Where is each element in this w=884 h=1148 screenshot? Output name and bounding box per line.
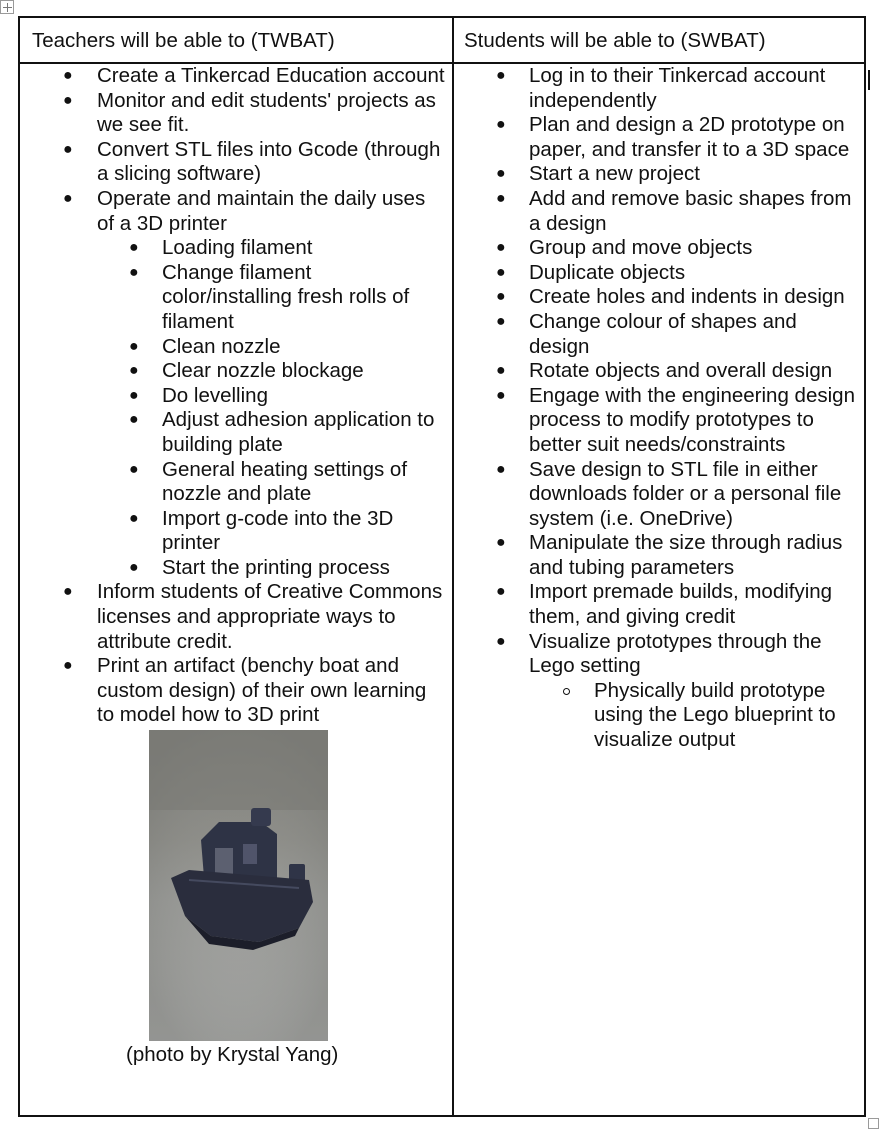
list-item: ● Log in to their Tinkercad account independently bbox=[496, 64, 826, 112]
hollow-circle-bullet-icon bbox=[563, 688, 570, 695]
bullet-icon: ● bbox=[496, 632, 506, 650]
list-item: ● Convert STL files into Gcode (through a slicing software) bbox=[63, 137, 441, 186]
bullet-icon: ● bbox=[129, 411, 139, 429]
bullet-icon: ● bbox=[129, 362, 139, 380]
list-item: ● Create a Tinkercad Education account bbox=[63, 64, 445, 87]
bullet-icon: ● bbox=[496, 362, 506, 380]
list-item: ● Import premade builds, modifying them, and giving credit bbox=[496, 580, 833, 629]
list-item: ● Visualize prototypes through the Lego setting Physically build prototype using the Lego blueprint to visualize output bbox=[454, 630, 864, 753]
sub-list-item: ● Start the printing process bbox=[129, 555, 390, 579]
list-item: ● Manipulate the size through radius and tubing parameters bbox=[496, 531, 843, 579]
objectives-table bbox=[18, 16, 866, 1117]
list-item: ● Duplicate objects bbox=[496, 260, 686, 284]
bullet-icon: ● bbox=[129, 386, 139, 404]
photo-block bbox=[20, 730, 452, 1067]
sub-list-item: ● Adjust adhesion application to building plate bbox=[129, 408, 435, 456]
table-resize-handle-icon[interactable] bbox=[868, 1118, 879, 1129]
list-item: ● Engage with the engineering design process to modify prototypes to better suit needs/constraints bbox=[496, 383, 855, 456]
printer-sublist bbox=[97, 236, 446, 580]
list-item: ● Group and move objects bbox=[496, 236, 753, 260]
bullet-icon: ● bbox=[496, 534, 506, 552]
bullet-icon: ● bbox=[63, 91, 73, 109]
bullet-icon: ● bbox=[129, 460, 139, 478]
teachers-list bbox=[20, 64, 452, 728]
bullet-icon: ● bbox=[496, 67, 506, 84]
list-item: ● Plan and design a 2D prototype on paper, and transfer it to a 3D space bbox=[496, 113, 850, 161]
benchy-boat-photo[interactable] bbox=[149, 730, 328, 1041]
bullet-icon: ● bbox=[63, 67, 73, 84]
bullet-icon: ● bbox=[496, 116, 506, 134]
sub-list-item: ● Clean nozzle bbox=[129, 334, 281, 358]
bullet-icon: ● bbox=[63, 583, 73, 601]
sub-list-item: ● Do levelling bbox=[129, 383, 268, 407]
students-list bbox=[454, 64, 864, 753]
bullet-icon: ● bbox=[496, 312, 506, 330]
list-item: ● Inform students of Creative Commons licenses and appropriate ways to attribute credit. bbox=[63, 580, 443, 653]
table-header-row bbox=[19, 17, 865, 63]
list-item: ● Operate and maintain the daily uses of a 3D printer ● Loading filament ● Change filament color/installing fresh rolls of filament ● Clean nozzle ● Clear nozzle blockage ● Do levelling ● Adjust adhesion application to building plate ● General heating settings of nozzle and plate ● Import g-code into the 3D printer ● Start the printing process bbox=[20, 187, 452, 581]
benchy-boat-image bbox=[149, 730, 328, 1041]
list-item: ● Change colour of shapes and design bbox=[496, 309, 797, 358]
sub-list-item: ● Import g-code into the 3D printer bbox=[129, 506, 394, 555]
teachers-cell[interactable] bbox=[19, 63, 453, 1116]
sub-list-item: Physically build prototype using the Lego blueprint to visualize output bbox=[529, 679, 858, 753]
sub-list-item: ● Loading filament bbox=[129, 236, 313, 260]
bullet-icon: ● bbox=[496, 165, 506, 183]
bullet-icon: ● bbox=[129, 337, 139, 355]
list-item: ● Create holes and indents in design bbox=[496, 285, 845, 309]
bullet-icon: ● bbox=[129, 509, 139, 527]
list-item: ● Rotate objects and overall design bbox=[496, 359, 833, 383]
bullet-icon: ● bbox=[496, 239, 506, 257]
bullet-icon: ● bbox=[129, 239, 139, 257]
list-item: ● Save design to STL file in either downloads folder or a personal file system (i.e. OneDrive) bbox=[496, 457, 842, 530]
photo-caption: (photo by Krystal Yang) bbox=[126, 1043, 339, 1067]
header-cell-teachers[interactable] bbox=[19, 17, 453, 63]
text-cursor bbox=[868, 70, 870, 90]
list-item: ● Start a new project bbox=[496, 162, 700, 186]
sub-list-item: ● General heating settings of nozzle and plate bbox=[129, 457, 408, 506]
header-students: Students will be able to (SWBAT) bbox=[464, 29, 766, 52]
list-item: ● Add and remove basic shapes from a design bbox=[496, 186, 852, 235]
bullet-icon: ● bbox=[63, 140, 73, 158]
lego-sublist bbox=[529, 679, 858, 753]
bullet-icon: ● bbox=[496, 288, 506, 306]
bullet-icon: ● bbox=[496, 386, 506, 404]
bullet-icon: ● bbox=[496, 583, 506, 601]
table-move-handle-icon[interactable] bbox=[0, 0, 14, 14]
header-cell-students[interactable] bbox=[453, 17, 865, 63]
sub-list-item: ● Clear nozzle blockage bbox=[129, 359, 364, 383]
sub-list-item: ● Change filament color/installing fresh rolls of filament bbox=[129, 260, 410, 333]
header-teachers: Teachers will be able to (TWBAT) bbox=[32, 29, 335, 52]
bullet-icon: ● bbox=[496, 189, 506, 207]
bullet-icon: ● bbox=[63, 657, 73, 675]
bullet-icon: ● bbox=[129, 263, 139, 281]
bullet-icon: ● bbox=[129, 558, 139, 576]
bullet-icon: ● bbox=[63, 189, 73, 207]
students-cell[interactable] bbox=[453, 63, 865, 1116]
list-item: ● Print an artifact (benchy boat and custom design) of their own learning to model how to 3D print bbox=[63, 654, 427, 727]
table-body-row bbox=[19, 63, 865, 1116]
bullet-icon: ● bbox=[496, 460, 506, 478]
list-item: ● Monitor and edit students' projects as we see fit. bbox=[63, 88, 436, 137]
bullet-icon: ● bbox=[496, 263, 506, 281]
